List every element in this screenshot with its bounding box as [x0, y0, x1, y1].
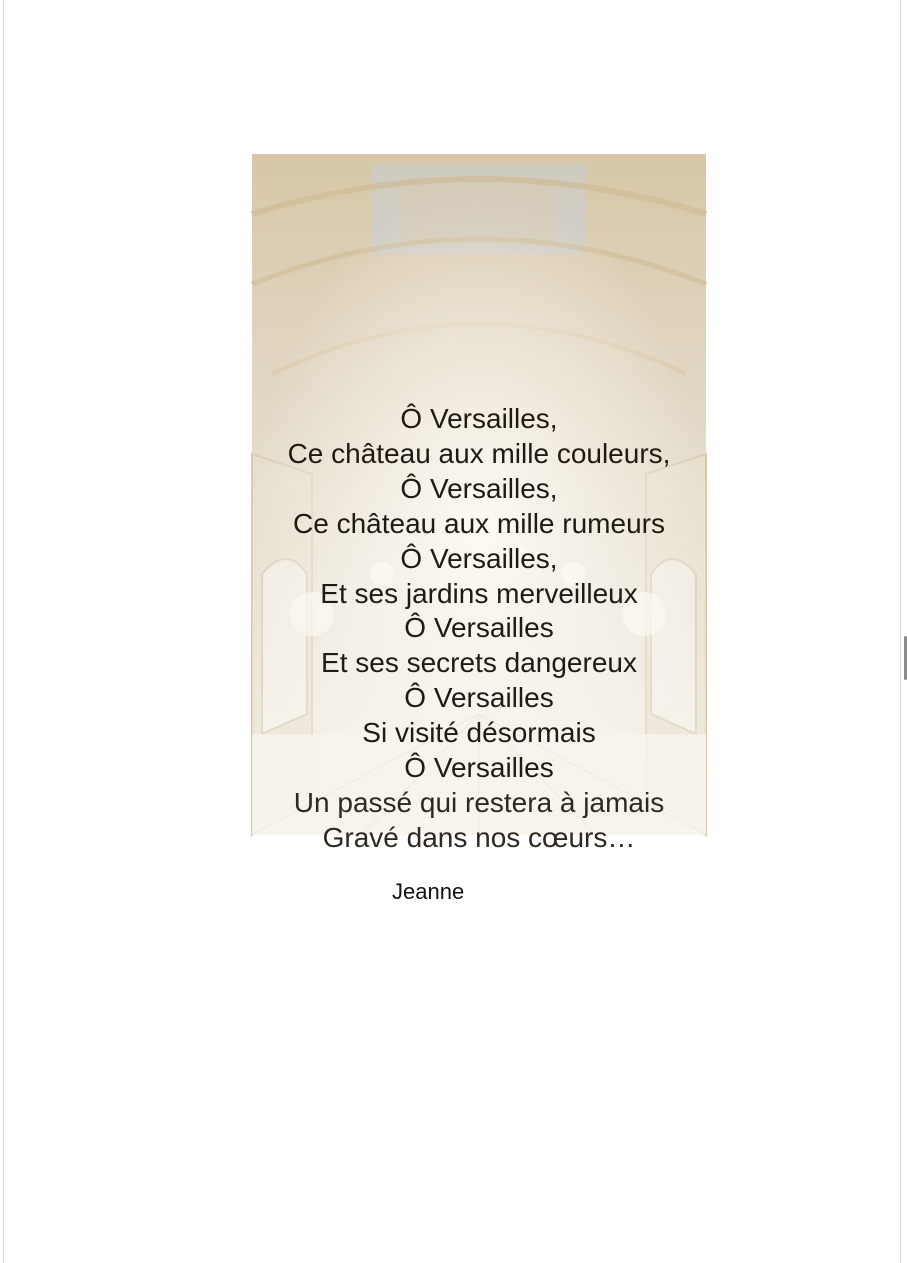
poem-line: Ô Versailles,: [400, 542, 558, 574]
poem-line: Ce château aux mille rumeurs: [293, 507, 665, 539]
poem-line: Et ses secrets dangereux: [321, 647, 637, 679]
document-page: [3, 0, 901, 1263]
poem-line: Et ses jardins merveilleux: [320, 577, 638, 609]
poem-line: Gravé dans nos cœurs…: [322, 821, 636, 853]
poem-line: Si visité désormais: [362, 717, 596, 749]
poem-line: Ô Versailles: [404, 682, 554, 714]
poem-line: Ô Versailles: [404, 612, 554, 644]
poem-text: [252, 402, 706, 856]
poem-line: Un passé qui restera à jamais: [293, 786, 665, 818]
poem-line: Ce château aux mille couleurs,: [287, 437, 671, 469]
poem-line: Ô Versailles: [404, 752, 554, 784]
poem-card: [252, 154, 706, 853]
poem-line: Ô Versailles,: [400, 472, 558, 504]
author-signature: Jeanne: [392, 879, 465, 904]
poem-line: Ô Versailles,: [400, 403, 558, 434]
